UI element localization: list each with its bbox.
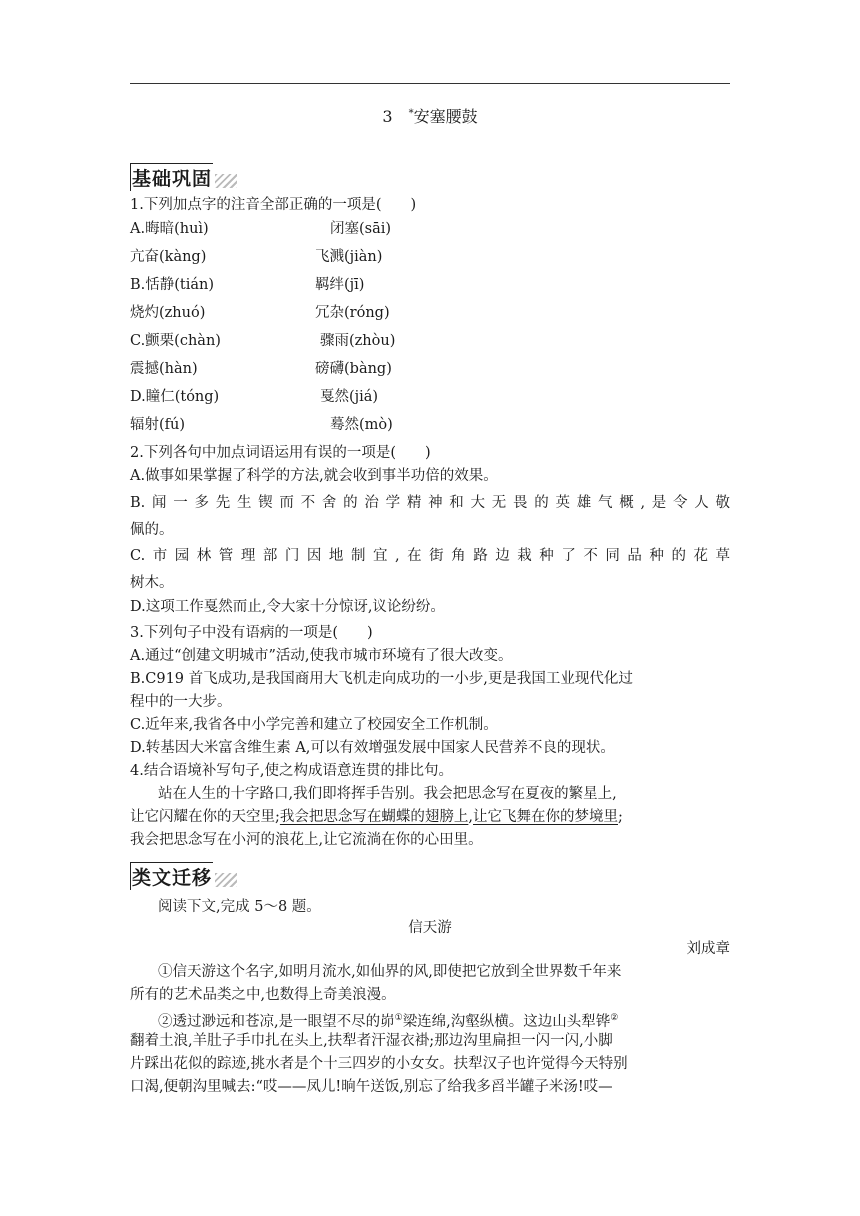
q1-row: D.瞳仁(tóng) [130, 389, 220, 405]
q3-option-b: B.C919 首飞成功,是我国商用大飞机走向成功的一小步,更是我国工业现代化过 [130, 671, 633, 687]
para2-line3: 片踩出花似的踪迹,挑水者是个十三四岁的小女女。扶犁汉子也许觉得今天特别 [130, 1056, 628, 1072]
q1-row: B.恬静(tián) [130, 277, 215, 293]
para2-line4: 口渴,便朝沟里喊去:“哎——凤儿!晌午送饭,别忘了给我多舀半罐子米汤!哎— [130, 1079, 613, 1095]
arrows-icon [215, 873, 237, 887]
q1-row-right: 飞溅(jiàn) [315, 249, 383, 265]
reading-title: 信天游 [408, 920, 452, 936]
q1-row: 烧灼(zhuó) [130, 305, 206, 321]
q1-stem: 1.下列加点字的注音全部正确的一项是( ) [130, 197, 417, 213]
arrows-icon [215, 174, 237, 188]
section-reading-title: 类文迁移 [130, 862, 213, 890]
q2-option-c-cont: 树木。 [130, 575, 174, 591]
q1-row: 辐射(fú) [130, 417, 186, 433]
reading-author: 刘成章 [686, 941, 730, 957]
q3-option-a: A.通过“创建文明城市”活动,使我市城市环境有了很大改变。 [130, 648, 513, 664]
q3-option-b-cont: 程中的一大步。 [130, 694, 232, 710]
q2-option-d: D.这项工作戛然而止,令大家十分惊讶,议论纷纷。 [130, 599, 445, 615]
q1-row: C.颤栗(chàn) [130, 333, 221, 349]
reading-intro: 阅读下文,完成 5～8 题。 [158, 899, 321, 915]
q2-option-c: C.市园林管理部门因地制宜,在街角路边栽种了不同品种的花草 [130, 548, 730, 564]
section-reading [130, 862, 237, 888]
lesson-number: 3 [382, 107, 393, 126]
underlined-answer-2: 让它飞舞在你的梦境里 [473, 809, 618, 825]
q2-option-a: A.做事如果掌握了科学的方法,就会收到事半功倍的效果。 [130, 468, 498, 484]
q2-option-b-cont: 佩的。 [130, 522, 174, 538]
lesson-title [130, 104, 730, 127]
q4-passage-line3: 我会把思念写在小河的浪花上,让它流淌在你的心田里。 [130, 832, 483, 848]
lesson-name: 安塞腰鼓 [413, 107, 478, 126]
para2-line1: ②透过渺远和苍凉,是一眼望不尽的峁①梁连绵,沟壑纵横。这边山头犁铧② [158, 1013, 619, 1030]
q1-row-right: 戛然(jiá) [320, 389, 379, 405]
q1-row: 震撼(hàn) [130, 361, 198, 377]
q4-passage-line1: 站在人生的十字路口,我们即将挥手告别。我会把思念写在夏夜的繁星上, [158, 786, 617, 802]
para1-line1: ①信天游这个名字,如明月流水,如仙界的风,即使把它放到全世界数千年来 [158, 964, 622, 980]
q1-row-right: 蓦然(mò) [330, 417, 393, 433]
section-basic-title: 基础巩固 [130, 163, 213, 191]
para2-line2: 翻着土浪,羊肚子手巾扎在头上,扶犁者汗湿衣褂;那边沟里扁担一闪一闪,小脚 [130, 1033, 613, 1049]
footnote-1-marker: ① [394, 1013, 403, 1023]
top-rule [130, 83, 730, 84]
q1-row-right: 骤雨(zhòu) [320, 333, 396, 349]
footnote-2-marker: ② [610, 1013, 619, 1023]
q3-stem: 3.下列句子中没有语病的一项是( ) [130, 625, 373, 641]
q1-row: A.晦暗(huì) [130, 221, 209, 237]
q3-option-d: D.转基因大米富含维生素 A,可以有效增强发展中国家人民营养不良的现状。 [130, 740, 615, 756]
q4-passage-line2: 让它闪耀在你的天空里;我会把思念写在蝴蝶的翅膀上,让它飞舞在你的梦境里; [130, 809, 623, 825]
q2-stem: 2.下列各句中加点词语运用有误的一项是( ) [130, 445, 431, 461]
underlined-answer-1: 我会把思念写在蝴蝶的翅膀上 [279, 809, 469, 825]
q1-row-right: 羁绊(jī) [315, 277, 365, 293]
q2-option-b: B.闻一多先生锲而不舍的治学精神和大无畏的英雄气概,是令人敬 [130, 495, 730, 511]
para1-line2: 所有的艺术品类之中,也数得上奇美浪漫。 [130, 987, 396, 1003]
q1-row-right: 冗杂(róng) [315, 305, 390, 321]
q4-stem: 4.结合语境补写句子,使之构成语意连贯的排比句。 [130, 763, 453, 779]
q1-row-right: 闭塞(sāi) [330, 221, 392, 237]
section-basic [130, 163, 237, 189]
q1-row-right: 磅礴(bàng) [315, 361, 392, 377]
q3-option-c: C.近年来,我省各中小学完善和建立了校园安全工作机制。 [130, 717, 498, 733]
optional-star: * [408, 108, 414, 119]
q1-row: 亢奋(kàng) [130, 249, 207, 265]
